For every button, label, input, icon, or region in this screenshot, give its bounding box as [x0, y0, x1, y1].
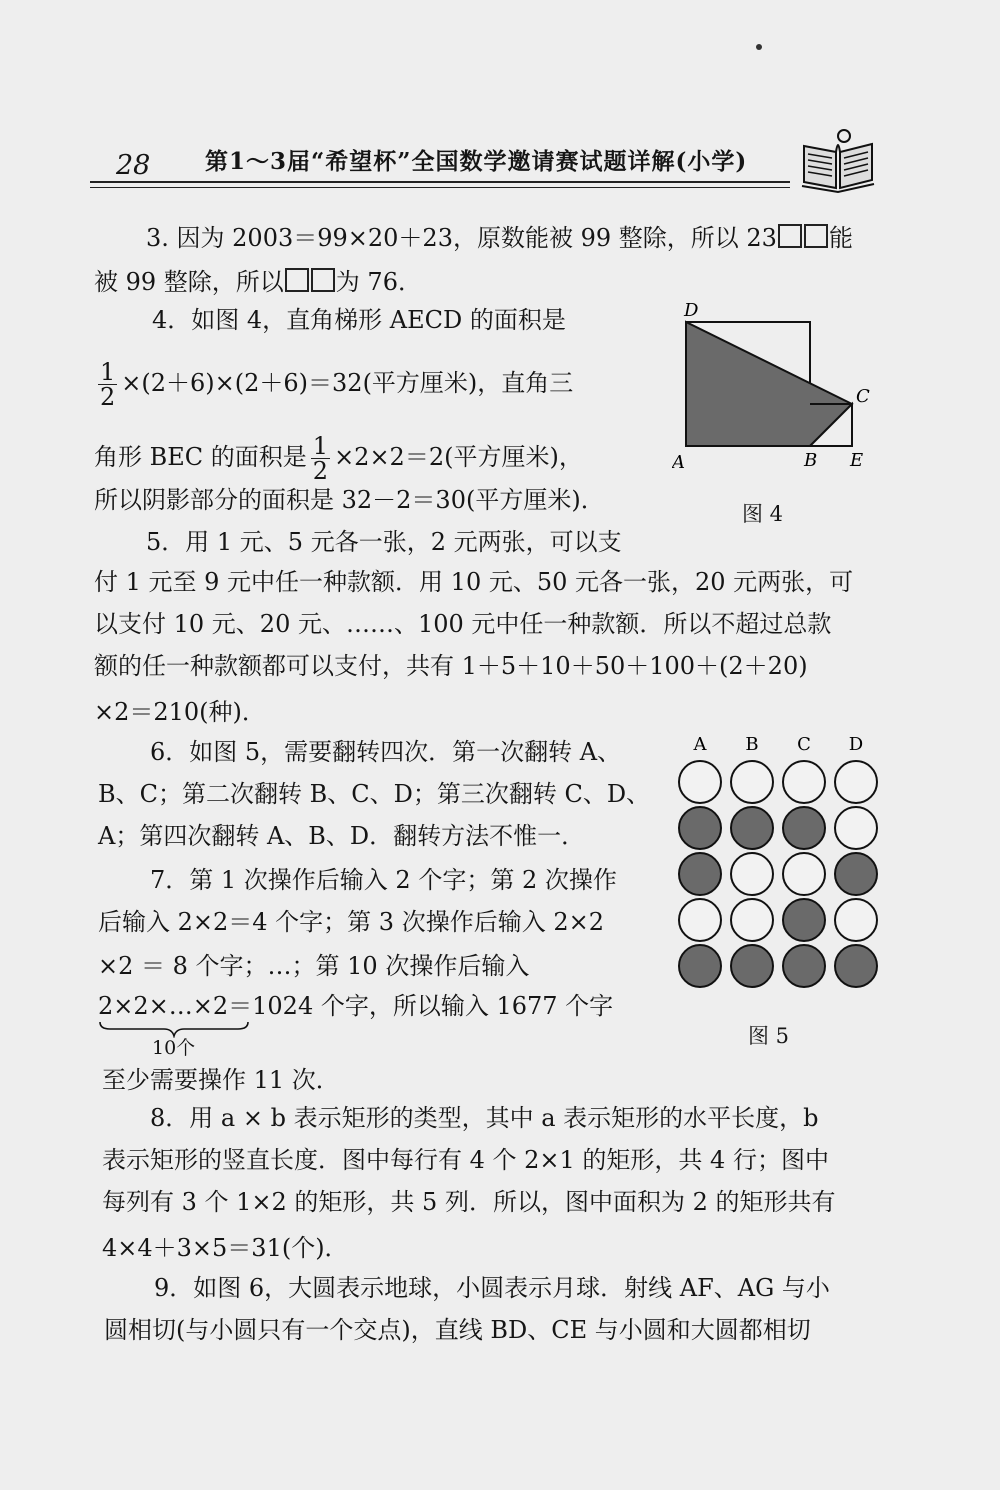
coin-light [679, 899, 721, 941]
text-line: 9．如图 6，大圆表示地球，小圆表示月球．射线 AF、AG 与小 [154, 1274, 830, 1302]
text-line: 7．第 1 次操作后输入 2 个字；第 2 次操作 [150, 866, 617, 894]
coin-dark [835, 853, 877, 895]
text-line: 6．如图 5，需要翻转四次．第一次翻转 A、 [150, 738, 622, 766]
text-line: 圆相切(与小圆只有一个交点)，直线 BD、CE 与小圆和大圆都相切 [104, 1316, 811, 1344]
label-d: D [684, 300, 699, 321]
coin-light [731, 761, 773, 803]
figure-4-trapezoid [672, 298, 882, 478]
column-label: D [848, 734, 864, 755]
blank-box [311, 268, 335, 292]
coin-light [835, 807, 877, 849]
text-line: ×2＝210(种)． [94, 698, 266, 726]
figure-5-coin-grid [672, 730, 882, 1000]
text-line: 所以阴影部分的面积是 32－2＝30(平方厘米)． [94, 486, 605, 514]
fraction: $\frac{1}{2}$ [312, 432, 329, 485]
column-label: C [797, 734, 811, 755]
coin-dark [783, 945, 825, 987]
text-line: 2×2×…×2＝1024 个字，所以输入 1677 个字 [98, 992, 614, 1020]
coin-light [783, 761, 825, 803]
running-title: 第1～3届“希望杯”全国数学邀请赛试题详解(小学) [205, 148, 748, 175]
text-line: 至少需要操作 11 次． [102, 1066, 340, 1094]
coin-dark [679, 807, 721, 849]
coin-dark [679, 853, 721, 895]
coin-light [835, 899, 877, 941]
label-a: A [672, 452, 685, 473]
text-line: ×2 ＝ 8 个字；…；第 10 次操作后输入 [98, 952, 530, 980]
text-line: B、C；第二次翻转 B、C、D；第三次翻转 C、D、 [98, 780, 651, 808]
coin-light [835, 761, 877, 803]
text-line: 5．用 1 元、5 元各一张，2 元两张，可以支 [146, 528, 622, 556]
underbrace-label: 10个 [152, 1037, 196, 1059]
header-rule-thin [90, 187, 790, 188]
column-label: A [693, 734, 707, 755]
text-line: A；第四次翻转 A、B、D．翻转方法不惟一． [98, 822, 586, 850]
blank-box [285, 268, 309, 292]
coin-dark [835, 945, 877, 987]
text-line: 被 99 整除，所以 为 76． [94, 268, 422, 296]
coin-light [783, 853, 825, 895]
speck [756, 44, 762, 50]
coin-light [679, 761, 721, 803]
text-line: 额的任一种款额都可以支付，共有 1＋5＋10＋50＋100＋(2＋20) [94, 652, 808, 680]
text-line: 后输入 2×2＝4 个字；第 3 次操作后输入 2×2 [98, 908, 604, 936]
coin-dark [783, 899, 825, 941]
coin-dark [731, 807, 773, 849]
column-label: B [745, 734, 759, 755]
blank-box [778, 224, 802, 248]
text-line: 8．用 a × b 表示矩形的类型，其中 a 表示矩形的水平长度，b [150, 1104, 819, 1132]
text-line: 以支付 10 元、20 元、……、100 元中任一种款额．所以不超过总款 [94, 610, 832, 638]
coin-dark [783, 807, 825, 849]
header-rule [90, 181, 790, 183]
fraction: $\frac{1}{2}$ [100, 358, 116, 411]
text-line: 角形 BEC 的面积是 $\frac{1}{2}$ ×2×2＝2(平方厘米)， [94, 432, 583, 485]
page-number: 28 [116, 150, 151, 181]
figure-5-caption: 图 5 [748, 1024, 790, 1048]
text-line: 每列有 3 个 1×2 的矩形，共 5 列．所以，图中面积为 2 的矩形共有 [102, 1188, 836, 1216]
text-line: $\frac{1}{2}$ ×(2＋6)×(2＋6)＝32(平方厘米)，直角三 [100, 358, 574, 411]
blank-box [804, 224, 828, 248]
text-line: 4．如图 4，直角梯形 AECD 的面积是 [152, 306, 566, 334]
coin-light [731, 899, 773, 941]
text-line: 表示矩形的竖直长度．图中每行有 4 个 2×1 的矩形，共 4 行；图中 [102, 1146, 829, 1174]
text-line: 3. 因为 2003＝99×20＋23，原数能被 99 整除，所以 23 能 [146, 224, 853, 252]
text-line: 4×4＋3×5＝31(个)． [102, 1234, 349, 1262]
text-line: 付 1 元至 9 元中任一种款额．用 10 元、50 元各一张，20 元两张，可 [94, 568, 854, 596]
label-c: C [856, 386, 870, 407]
figure-4-caption: 图 4 [742, 502, 784, 526]
open-book-icon [800, 128, 876, 194]
coin-dark [731, 945, 773, 987]
label-e: E [850, 450, 864, 471]
coin-light [731, 853, 773, 895]
label-b: B [804, 450, 818, 471]
coin-dark [679, 945, 721, 987]
